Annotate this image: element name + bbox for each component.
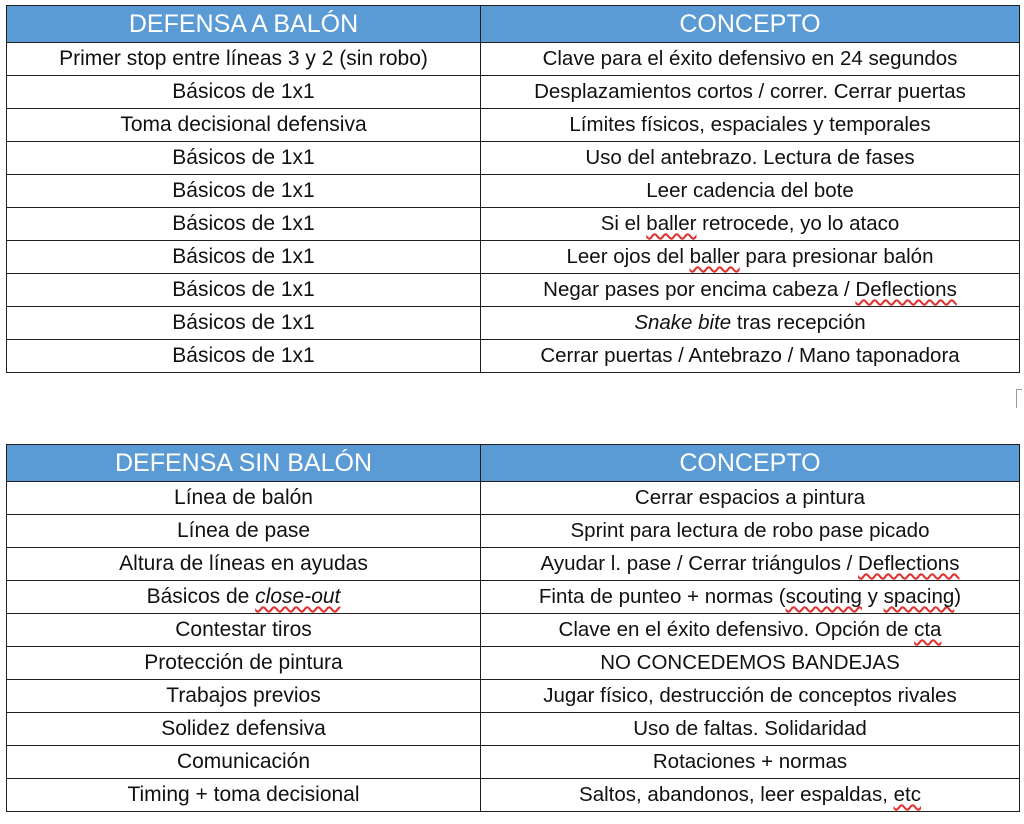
concept-cell: Cerrar puertas / Antebrazo / Mano taponadora — [481, 340, 1020, 373]
defense-cell: Solidez defensiva — [7, 713, 481, 746]
table-row — [7, 76, 1020, 109]
concept-cell: Leer cadencia del bote — [481, 175, 1020, 208]
concept-cell: Uso de faltas. Solidaridad — [481, 713, 1020, 746]
defense-cell: Protección de pintura — [7, 647, 481, 680]
defense-cell: Altura de líneas en ayudas — [7, 548, 481, 581]
concept-cell: Clave en el éxito defensivo. Opción de cta — [481, 614, 1020, 647]
defense-cell: Básicos de 1x1 — [7, 142, 481, 175]
table-row — [7, 43, 1020, 76]
table-row — [7, 307, 1020, 340]
defense-cell: Primer stop entre líneas 3 y 2 (sin robo) — [7, 43, 481, 76]
styled-word: close-out — [255, 585, 341, 608]
defense-cell: Contestar tiros — [7, 614, 481, 647]
table-row — [7, 142, 1020, 175]
table-row — [7, 680, 1020, 713]
header-defense-with-ball: DEFENSA A BALÓN — [7, 6, 481, 43]
table-row — [7, 208, 1020, 241]
defense-cell: Trabajos previos — [7, 680, 481, 713]
concept-cell: Ayudar l. pase / Cerrar triángulos / Deflections — [481, 548, 1020, 581]
defense-cell: Básicos de 1x1 — [7, 76, 481, 109]
table-row — [7, 779, 1020, 812]
concept-cell: Sprint para lectura de robo pase picado — [481, 515, 1020, 548]
styled-word: spacing — [883, 585, 955, 608]
concept-cell: Clave para el éxito defensivo en 24 segundos — [481, 43, 1020, 76]
styled-word: Snake bite — [634, 311, 732, 334]
concept-cell: Leer ojos del baller para presionar balón — [481, 241, 1020, 274]
table-row — [7, 482, 1020, 515]
header-defense-without-ball: DEFENSA SIN BALÓN — [7, 445, 481, 482]
concept-cell: Rotaciones + normas — [481, 746, 1020, 779]
styled-word: Deflections — [858, 552, 960, 575]
defense-cell: Básicos de 1x1 — [7, 175, 481, 208]
concept-cell: Desplazamientos cortos / correr. Cerrar puertas — [481, 76, 1020, 109]
defense-without-ball-table — [6, 444, 1020, 812]
concept-cell: Uso del antebrazo. Lectura de fases — [481, 142, 1020, 175]
concept-cell: Cerrar espacios a pintura — [481, 482, 1020, 515]
styled-word: Deflections — [855, 278, 957, 301]
defense-cell: Timing + toma decisional — [7, 779, 481, 812]
table-header-row — [7, 6, 1020, 43]
table-row — [7, 515, 1020, 548]
concept-cell: Finta de punteo + normas (scouting y spacing) — [481, 581, 1020, 614]
defense-cell: Toma decisional defensiva — [7, 109, 481, 142]
defense-cell: Básicos de 1x1 — [7, 340, 481, 373]
header-concept: CONCEPTO — [481, 445, 1020, 482]
table-row — [7, 109, 1020, 142]
table-row — [7, 581, 1020, 614]
styled-word: cta — [914, 618, 942, 641]
table-row — [7, 614, 1020, 647]
page-edge-marker — [1016, 389, 1022, 408]
defense-cell: Básicos de 1x1 — [7, 208, 481, 241]
concept-cell: NO CONCEDEMOS BANDEJAS — [481, 647, 1020, 680]
defense-cell: Línea de balón — [7, 482, 481, 515]
table-row — [7, 274, 1020, 307]
table-row — [7, 340, 1020, 373]
concept-cell: Saltos, abandonos, leer espaldas, etc — [481, 779, 1020, 812]
defense-cell: Básicos de 1x1 — [7, 274, 481, 307]
concept-cell: Snake bite tras recepción — [481, 307, 1020, 340]
defense-cell: Línea de pase — [7, 515, 481, 548]
header-concept: CONCEPTO — [481, 6, 1020, 43]
table-row — [7, 647, 1020, 680]
defense-cell: Comunicación — [7, 746, 481, 779]
table-row — [7, 713, 1020, 746]
table-row — [7, 175, 1020, 208]
concept-cell: Límites físicos, espaciales y temporales — [481, 109, 1020, 142]
table-header-row — [7, 445, 1020, 482]
concept-cell: Jugar físico, destrucción de conceptos rivales — [481, 680, 1020, 713]
table-row — [7, 548, 1020, 581]
defense-cell: Básicos de 1x1 — [7, 307, 481, 340]
table-row — [7, 241, 1020, 274]
defense-with-ball-table — [6, 5, 1020, 373]
defense-cell: Básicos de 1x1 — [7, 241, 481, 274]
defense-cell: Básicos de close-out — [7, 581, 481, 614]
concept-cell: Si el baller retrocede, yo lo ataco — [481, 208, 1020, 241]
styled-word: baller — [689, 245, 740, 268]
styled-word: scouting — [785, 585, 862, 608]
styled-word: etc — [893, 783, 921, 806]
table-row — [7, 746, 1020, 779]
concept-cell: Negar pases por encima cabeza / Deflections — [481, 274, 1020, 307]
styled-word: baller — [646, 212, 697, 235]
